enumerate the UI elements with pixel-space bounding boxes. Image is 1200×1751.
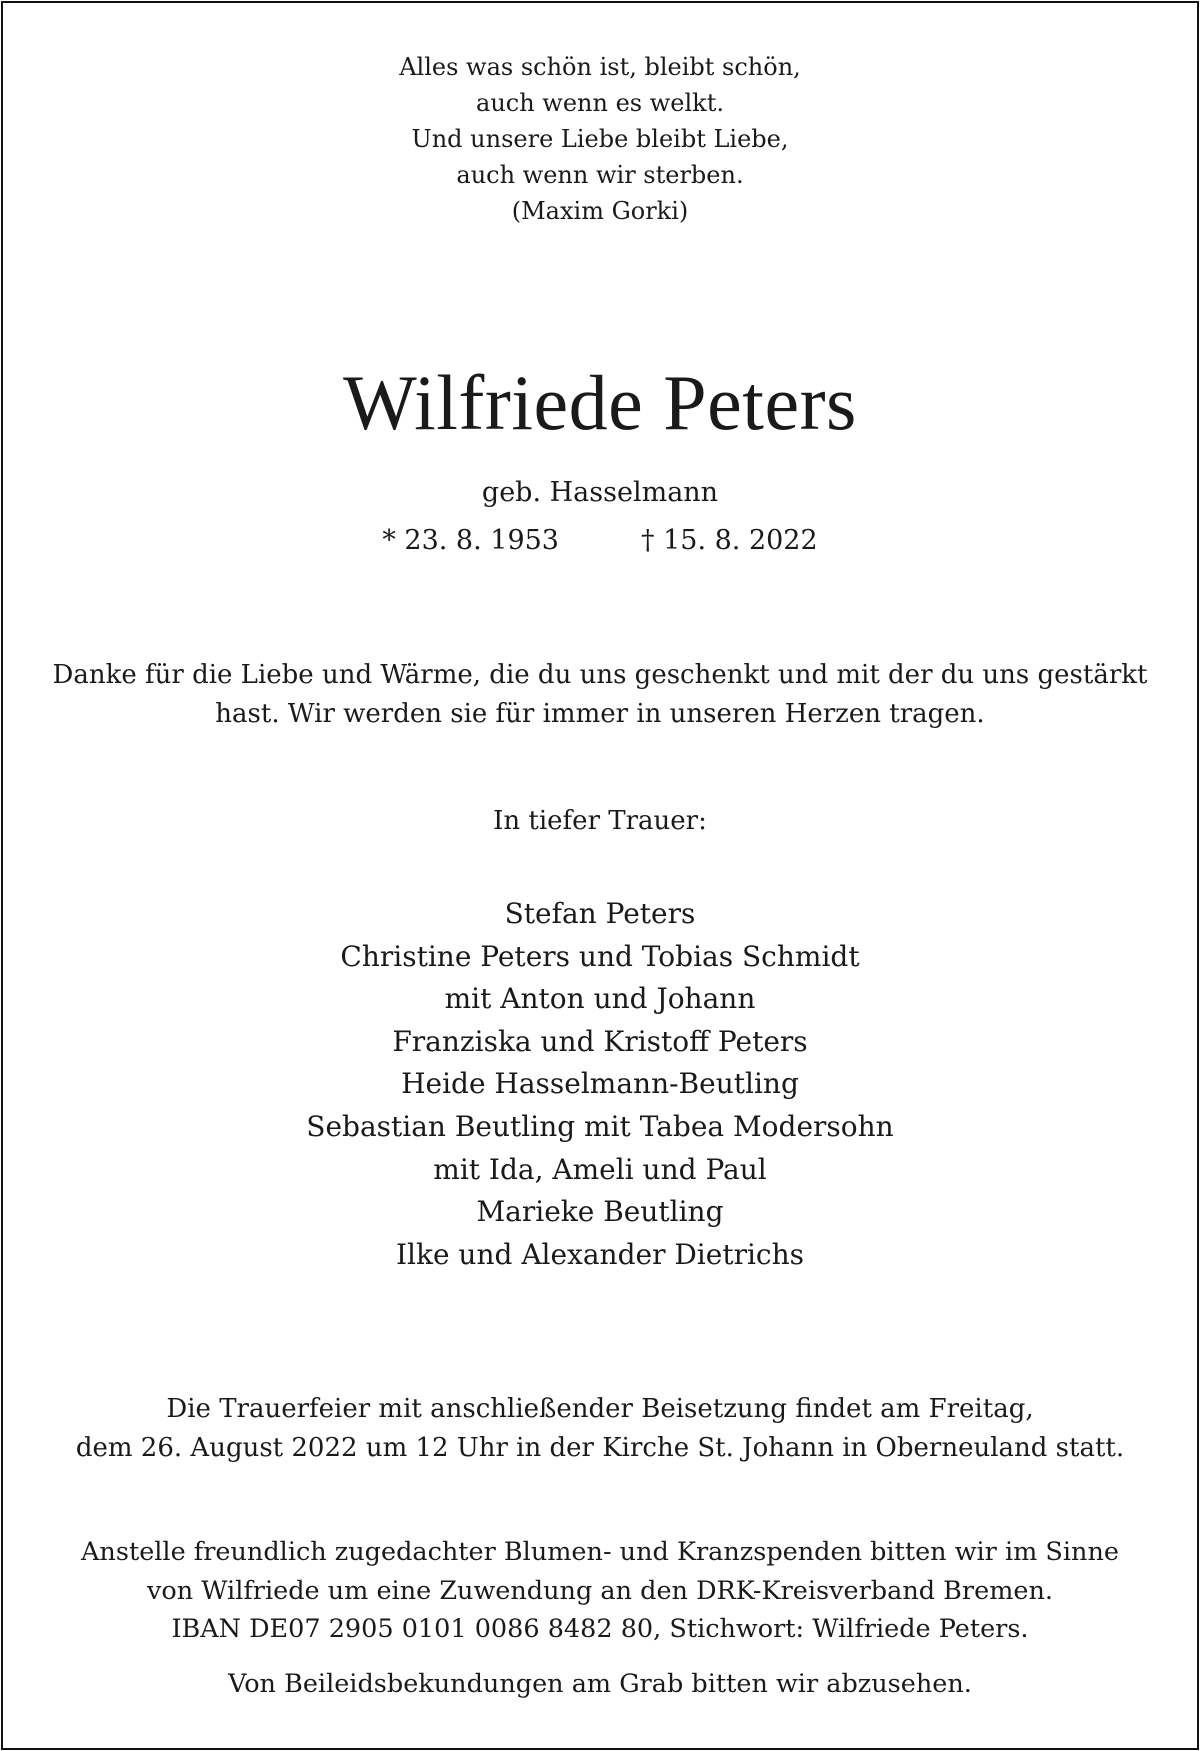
mourner-name: Marieke Beutling — [476, 1195, 724, 1229]
obituary-content — [3, 3, 1197, 1748]
donation-line: Anstelle freundlich zugedachter Blumen- und Kranzspenden bitten wir im Sinne — [81, 1537, 1119, 1567]
mourner-name: Christine Peters und Tobias Schmidt — [340, 939, 860, 973]
mourner-name: Stefan Peters — [504, 897, 696, 930]
obituary-frame — [1, 1, 1199, 1750]
thanks-text — [3, 656, 1197, 734]
death-date: † 15. 8. 2022 — [641, 525, 818, 556]
mourner-name: mit Ida, Ameli und Paul — [433, 1152, 767, 1186]
quote-line: Alles was schön ist, bleibt schön, — [399, 53, 801, 81]
donation-request — [3, 1533, 1197, 1649]
quote-line: auch wenn wir sterben. — [456, 161, 744, 189]
thanks-line: hast. Wir werden sie für immer in unseren Herzen tragen. — [215, 699, 985, 729]
mourner-name: mit Anton und Johann — [444, 982, 756, 1016]
donation-iban: IBAN DE07 2905 0101 0086 8482 80, Stichwort: Wilfriede Peters. — [171, 1614, 1029, 1644]
thanks-line: Danke für die Liebe und Wärme, die du uns geschenkt und mit der du uns gestärkt — [52, 660, 1148, 690]
birth-date: * 23. 8. 1953 — [382, 525, 559, 556]
deceased-name: Wilfriede Peters — [343, 359, 857, 446]
quote-line: Und unsere Liebe bleibt Liebe, — [411, 125, 789, 153]
quote-author: (Maxim Gorki) — [511, 197, 689, 225]
mourner-name: Ilke und Alexander Dietrichs — [395, 1237, 805, 1271]
condolence-note: Von Beileidsbekundungen am Grab bitten wir abzusehen. — [228, 1669, 972, 1699]
mourner-name: Franziska und Kristoff Peters — [392, 1024, 808, 1058]
quote-line: auch wenn es welkt. — [476, 89, 724, 117]
mourner-name: Sebastian Beutling mit Tabea Modersohn — [306, 1109, 894, 1143]
ceremony-line: dem 26. August 2022 um 12 Uhr in der Kirche St. Johann in Oberneuland statt. — [75, 1433, 1125, 1463]
mourner-name: Heide Hasselmann-Beutling — [401, 1067, 799, 1101]
mourners-list — [3, 893, 1197, 1276]
ceremony-notice — [3, 1390, 1197, 1468]
ceremony-line: Die Trauerfeier mit anschließender Beisetzung findet am Freitag, — [166, 1394, 1034, 1424]
life-dates — [3, 521, 1197, 561]
mourners-heading: In tiefer Trauer: — [493, 806, 707, 836]
donation-line: von Wilfriede um eine Zuwendung an den DRK-Kreisverband Bremen. — [147, 1575, 1053, 1606]
quote — [3, 49, 1197, 229]
born-name: geb. Hasselmann — [481, 477, 719, 508]
